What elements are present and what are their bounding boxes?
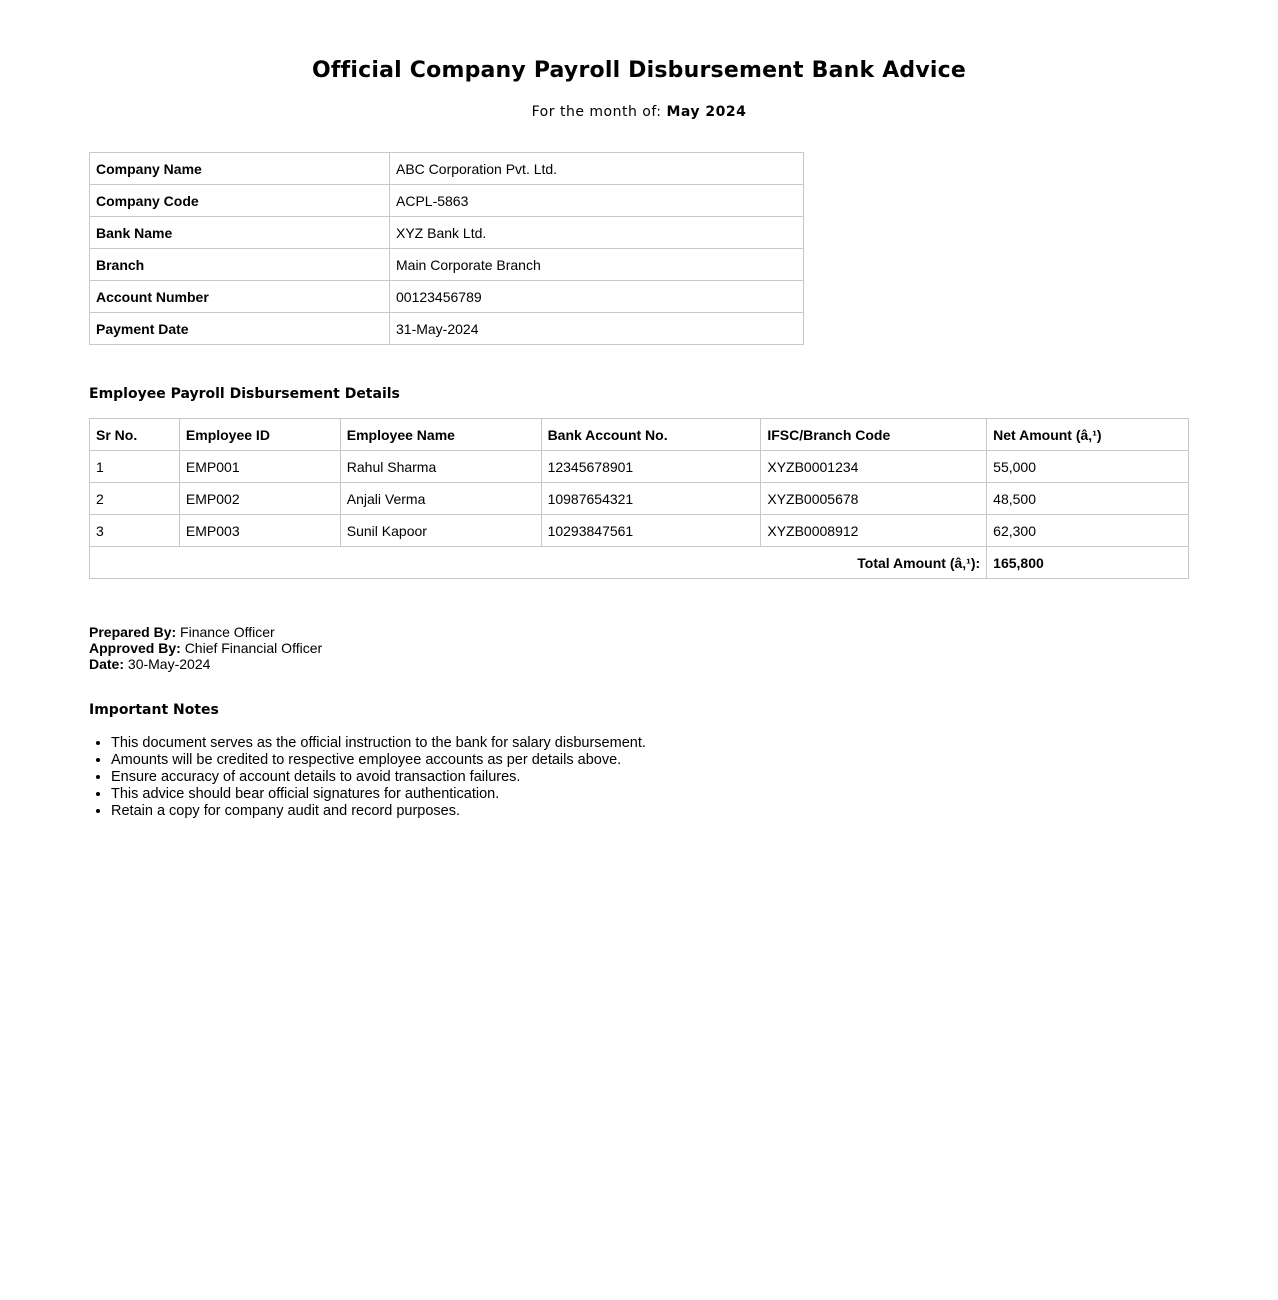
cell-employee-name: Anjali Verma [340, 483, 541, 515]
list-item: • This document serves as the official instruction to the bank for salary disbursement. [111, 735, 646, 752]
table-row [90, 451, 1189, 483]
notes-list [89, 735, 646, 820]
info-label: Branch [90, 249, 390, 281]
list-item: • Retain a copy for company audit and record purposes. [111, 803, 646, 820]
notes-heading: Important Notes [89, 702, 219, 718]
info-label: Company Name [90, 153, 390, 185]
info-row-company-name [90, 153, 804, 185]
cell-employee-name: Sunil Kapoor [340, 515, 541, 547]
info-label: Company Code [90, 185, 390, 217]
info-value: ABC Corporation Pvt. Ltd. [390, 153, 804, 185]
info-value: 31-May-2024 [390, 313, 804, 345]
info-row-branch [90, 249, 804, 281]
prepared-by-value: Finance Officer [180, 624, 275, 640]
cell-employee-id: EMP001 [179, 451, 340, 483]
cell-bank-account: 10293847561 [541, 515, 761, 547]
table-row [90, 515, 1189, 547]
info-value: ACPL-5863 [390, 185, 804, 217]
total-amount-label: Total Amount (â‚¹): [90, 547, 987, 579]
column-header-bank-account: Bank Account No. [541, 419, 761, 451]
info-value: Main Corporate Branch [390, 249, 804, 281]
info-value: 00123456789 [390, 281, 804, 313]
info-row-payment-date [90, 313, 804, 345]
total-row [90, 547, 1189, 579]
cell-employee-id: EMP003 [179, 515, 340, 547]
document-title: Official Company Payroll Disbursement Bank Advice [311, 58, 967, 83]
month-value: May 2024 [666, 104, 747, 120]
cell-net-amount: 62,300 [987, 515, 1189, 547]
month-line [89, 104, 1189, 120]
cell-employee-name: Rahul Sharma [340, 451, 541, 483]
approved-by-label: Approved By: [89, 640, 181, 656]
cell-sr-no: 2 [90, 483, 180, 515]
approved-by-line [89, 640, 322, 656]
approved-by-value: Chief Financial Officer [184, 640, 323, 656]
info-label: Bank Name [90, 217, 390, 249]
list-item: • Ensure accuracy of account details to avoid transaction failures. [111, 769, 646, 786]
column-header-sr-no: Sr No. [90, 419, 180, 451]
info-row-bank-name [90, 217, 804, 249]
date-line [89, 656, 322, 672]
cell-ifsc: XYZB0001234 [761, 451, 987, 483]
cell-net-amount: 55,000 [987, 451, 1189, 483]
column-header-employee-name: Employee Name [340, 419, 541, 451]
company-info-table [89, 152, 804, 345]
prepared-by-label: Prepared By: [89, 624, 177, 640]
date-value: 30-May-2024 [127, 656, 211, 672]
info-label: Payment Date [90, 313, 390, 345]
prepared-by-line [89, 624, 322, 640]
column-header-employee-id: Employee ID [179, 419, 340, 451]
payroll-section-heading: Employee Payroll Disbursement Details [89, 386, 400, 402]
table-header-row [90, 419, 1189, 451]
month-label: For the month of: [531, 104, 662, 120]
list-item: • This advice should bear official signatures for authentication. [111, 786, 646, 803]
info-row-account-number [90, 281, 804, 313]
cell-ifsc: XYZB0008912 [761, 515, 987, 547]
table-row [90, 483, 1189, 515]
list-item: • Amounts will be credited to respective employee accounts as per details above. [111, 752, 646, 769]
cell-bank-account: 12345678901 [541, 451, 761, 483]
total-amount-value: 165,800 [987, 547, 1189, 579]
date-label: Date: [89, 656, 125, 672]
cell-sr-no: 1 [90, 451, 180, 483]
info-label: Account Number [90, 281, 390, 313]
info-row-company-code [90, 185, 804, 217]
cell-ifsc: XYZB0005678 [761, 483, 987, 515]
column-header-ifsc: IFSC/Branch Code [761, 419, 987, 451]
column-header-net-amount: Net Amount (â‚¹) [987, 419, 1189, 451]
payroll-table [89, 418, 1189, 579]
signature-block [89, 624, 322, 672]
info-value: XYZ Bank Ltd. [390, 217, 804, 249]
cell-bank-account: 10987654321 [541, 483, 761, 515]
cell-sr-no: 3 [90, 515, 180, 547]
cell-employee-id: EMP002 [179, 483, 340, 515]
cell-net-amount: 48,500 [987, 483, 1189, 515]
